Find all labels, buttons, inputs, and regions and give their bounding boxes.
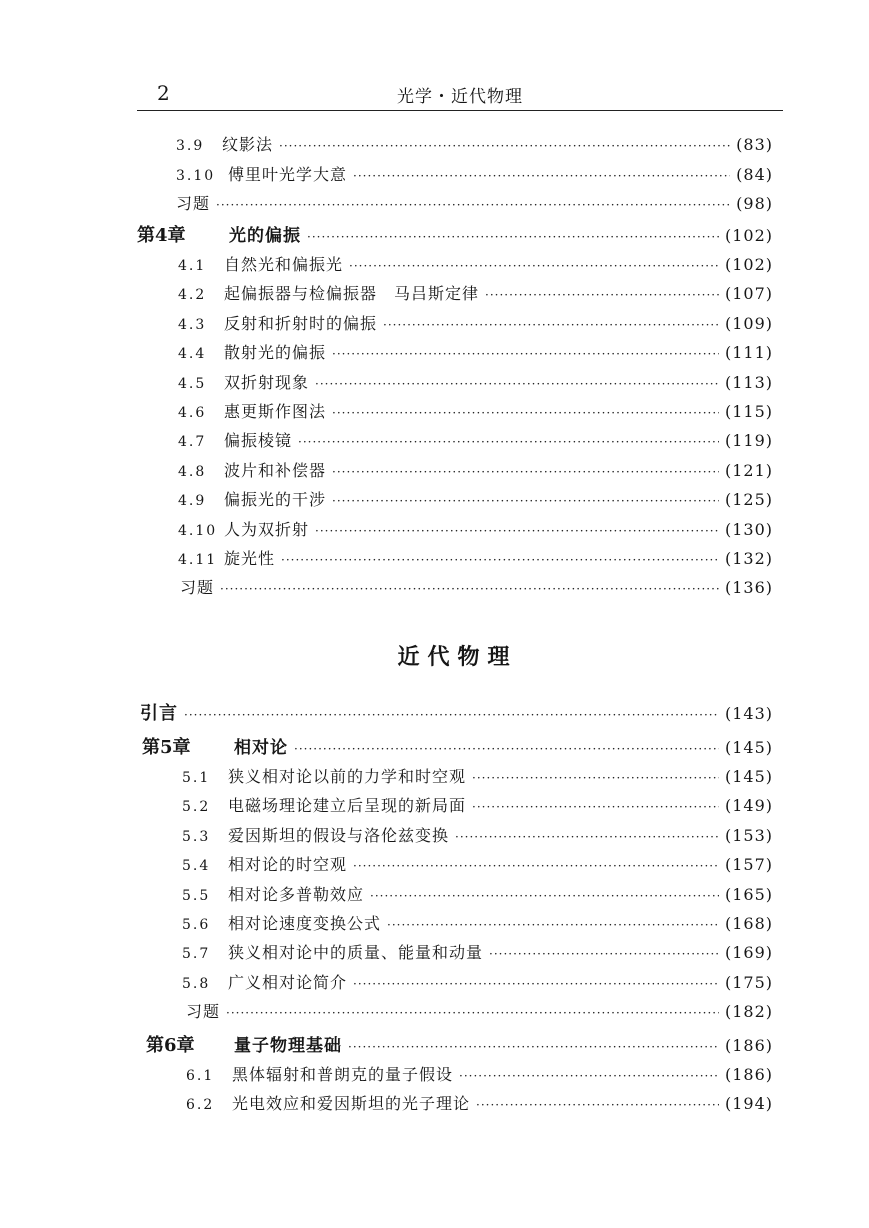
chapter-page: (186)	[724, 1036, 773, 1055]
toc-entry-title: 爱因斯坦的假设与洛伦兹变换	[228, 825, 450, 845]
toc-entry-number: 5.5	[182, 887, 211, 904]
toc-entry-title: 波片和补偿器	[224, 460, 327, 480]
toc-entry-number: 3.10	[176, 168, 216, 184]
leader-dots	[294, 737, 719, 761]
toc-entry-number: 4.10	[178, 522, 218, 539]
toc-entry[interactable]	[176, 163, 773, 187]
toc-entry[interactable]	[178, 518, 773, 542]
toc-entry-number: 5.6	[182, 917, 211, 933]
intro-page: (143)	[724, 704, 773, 723]
toc-entry[interactable]	[182, 883, 773, 907]
toc-entry-page: (84)	[736, 165, 773, 184]
leader-dots	[472, 795, 719, 819]
chapter-title: 量子物理基础	[234, 1036, 342, 1056]
toc-entry-title: 人为双折射	[224, 519, 310, 539]
toc-entry-number: 4.2	[178, 287, 207, 304]
page-number: 2	[157, 81, 170, 105]
leader-dots	[455, 825, 719, 849]
toc-entry[interactable]	[182, 794, 773, 818]
toc-entry-number: 4.8	[178, 463, 207, 480]
leader-dots	[332, 342, 719, 366]
toc-entry-page: (107)	[724, 284, 773, 304]
toc-entry-page: (121)	[724, 460, 773, 480]
toc-entry-number: 5.7	[182, 946, 211, 963]
toc-entry-page: (157)	[724, 855, 773, 875]
toc-entry-title: 旋光性	[224, 549, 276, 568]
toc-entry-page: (149)	[724, 796, 773, 816]
leader-dots	[315, 519, 719, 543]
chapter-label: 第4章	[137, 225, 186, 246]
toc-entry[interactable]	[178, 312, 773, 336]
toc-entry[interactable]	[178, 282, 773, 306]
toc-entry-number: 4.1	[178, 258, 207, 274]
toc-entry-number: 4.9	[178, 493, 207, 510]
toc-entry[interactable]	[186, 1092, 773, 1116]
toc-entry-title: 双折射现象	[224, 372, 310, 392]
toc-entry-title: 相对论的时空观	[228, 855, 348, 875]
leader-dots	[298, 430, 719, 454]
toc-entry-title: 广义相对论简介	[228, 972, 348, 992]
toc-entry[interactable]	[182, 941, 773, 965]
leader-dots	[226, 1001, 719, 1025]
toc-entry-title: 相对论多普勒效应	[228, 884, 365, 904]
leader-dots	[485, 283, 719, 307]
toc-entry[interactable]	[176, 192, 773, 216]
toc-entry-title: 习题	[186, 1002, 221, 1022]
leader-dots	[348, 1035, 719, 1059]
chapter-entry[interactable]	[142, 736, 773, 760]
toc-entry[interactable]	[178, 400, 773, 424]
toc-entry[interactable]	[178, 429, 773, 453]
chapter-label: 第5章	[142, 737, 191, 758]
leader-dots	[489, 942, 719, 966]
toc-entry-number: 4.3	[178, 316, 207, 333]
toc-entry-page: (109)	[724, 313, 773, 333]
toc-entry-number: 5.2	[182, 799, 211, 816]
toc-entry[interactable]	[178, 371, 773, 395]
intro-entry[interactable]	[140, 702, 773, 726]
chapter-page: (145)	[724, 738, 773, 757]
toc-entry-page: (119)	[724, 431, 773, 451]
leader-dots	[332, 460, 719, 484]
toc-entry-title: 偏振光的干涉	[224, 490, 327, 510]
toc-entry-title: 光电效应和爱因斯坦的光子理论	[232, 1094, 471, 1114]
toc-entry[interactable]	[186, 1063, 773, 1087]
leader-dots	[383, 313, 719, 337]
toc-entry-page: (113)	[724, 372, 773, 392]
toc-entry[interactable]	[178, 459, 773, 483]
toc-entry-title: 习题	[180, 578, 215, 598]
chapter-label: 第6章	[146, 1035, 195, 1056]
leader-dots	[370, 884, 719, 908]
toc-entry-page: (132)	[724, 549, 773, 568]
toc-entry-number: 4.6	[178, 405, 207, 421]
chapter-entry[interactable]	[146, 1034, 773, 1058]
toc-entry-page: (130)	[724, 519, 773, 539]
toc-entry-title: 反射和折射时的偏振	[224, 313, 378, 333]
toc-entry-page: (111)	[724, 343, 773, 363]
toc-entry-title: 偏振棱镜	[224, 431, 293, 451]
leader-dots	[459, 1064, 719, 1088]
toc-entry-title: 散射光的偏振	[224, 343, 327, 363]
leader-dots	[349, 254, 719, 278]
chapter-title: 光的偏振	[229, 226, 301, 246]
toc-entry-number: 5.4	[182, 858, 211, 875]
toc-entry-title: 狭义相对论中的质量、能量和动量	[228, 943, 484, 963]
toc-entry[interactable]	[182, 765, 773, 789]
toc-entry-page: (153)	[724, 825, 773, 845]
toc-entry-number: 3.9	[176, 138, 205, 154]
toc-entry-number: 5.3	[182, 828, 211, 845]
toc-entry-number: 6.2	[186, 1097, 215, 1114]
toc-entry-page: (125)	[724, 490, 773, 510]
leader-dots	[472, 766, 719, 790]
toc-entry-page: (145)	[724, 767, 773, 786]
toc-entry-page: (165)	[724, 884, 773, 904]
toc-entry[interactable]	[176, 133, 773, 157]
toc-entry-title: 习题	[176, 194, 211, 213]
toc-entry-title: 傅里叶光学大意	[228, 165, 348, 184]
toc-entry-number: 4.11	[178, 552, 218, 568]
leader-dots	[307, 225, 719, 249]
toc-entry-number: 5.1	[182, 770, 211, 786]
leader-dots	[353, 854, 719, 878]
leader-dots	[332, 401, 719, 425]
leader-dots	[279, 134, 730, 158]
toc-entry-title: 相对论速度变换公式	[228, 914, 382, 933]
toc-entry-page: (168)	[724, 914, 773, 933]
toc-entry-page: (175)	[724, 972, 773, 992]
toc-entry-number: 6.1	[186, 1068, 215, 1084]
running-header	[137, 76, 783, 111]
toc-entry-page: (182)	[724, 1002, 773, 1022]
toc-entry[interactable]	[180, 576, 773, 600]
toc-entry-page: (186)	[724, 1065, 773, 1084]
toc-entry[interactable]	[178, 547, 773, 571]
chapter-entry[interactable]	[137, 224, 773, 248]
toc-entry-title: 黑体辐射和普朗克的量子假设	[232, 1065, 454, 1084]
toc-entry-title: 狭义相对论以前的力学和时空观	[228, 767, 467, 786]
toc-entry-page: (169)	[724, 943, 773, 963]
intro-title: 引言	[140, 703, 178, 724]
toc-entry-page: (136)	[724, 578, 773, 598]
toc-entry-page: (98)	[736, 194, 773, 213]
toc-entry-title: 自然光和偏振光	[224, 255, 344, 274]
toc-entry-number: 4.5	[178, 375, 207, 392]
leader-dots	[281, 548, 719, 572]
toc-entry[interactable]	[186, 1000, 773, 1024]
toc-entry-title: 电磁场理论建立后呈现的新局面	[228, 796, 467, 816]
leader-dots	[353, 164, 730, 188]
toc-entry[interactable]	[182, 824, 773, 848]
leader-dots	[332, 489, 719, 513]
leader-dots	[387, 913, 719, 937]
leader-dots	[220, 577, 719, 601]
toc-entry-number: 5.8	[182, 975, 211, 992]
chapter-page: (102)	[724, 226, 773, 245]
toc-entry-page: (194)	[724, 1094, 773, 1114]
chapter-title: 相对论	[234, 738, 288, 758]
toc-entry[interactable]	[182, 912, 773, 936]
leader-dots	[216, 193, 730, 217]
toc-entry-number: 4.4	[178, 346, 207, 363]
leader-dots	[184, 703, 719, 727]
leader-dots	[476, 1093, 719, 1117]
running-header-title: 光学・近代物理	[397, 87, 523, 107]
toc-entry-title: 纹影法	[222, 135, 274, 154]
section-heading: 近代物理	[397, 644, 518, 670]
toc-entry[interactable]	[178, 341, 773, 365]
toc-entry[interactable]	[178, 253, 773, 277]
toc-entry[interactable]	[178, 488, 773, 512]
toc-entry-page: (115)	[724, 402, 773, 421]
toc-entry-page: (102)	[724, 255, 773, 274]
toc-entry-number: 4.7	[178, 434, 207, 451]
toc-entry[interactable]	[182, 971, 773, 995]
toc-entry-page: (83)	[736, 135, 773, 154]
leader-dots	[353, 972, 719, 996]
toc-entry[interactable]	[182, 853, 773, 877]
leader-dots	[315, 372, 719, 396]
toc-entry-title: 惠更斯作图法	[224, 402, 327, 421]
toc-entry-title: 起偏振器与检偏振器 马吕斯定律	[224, 284, 480, 304]
